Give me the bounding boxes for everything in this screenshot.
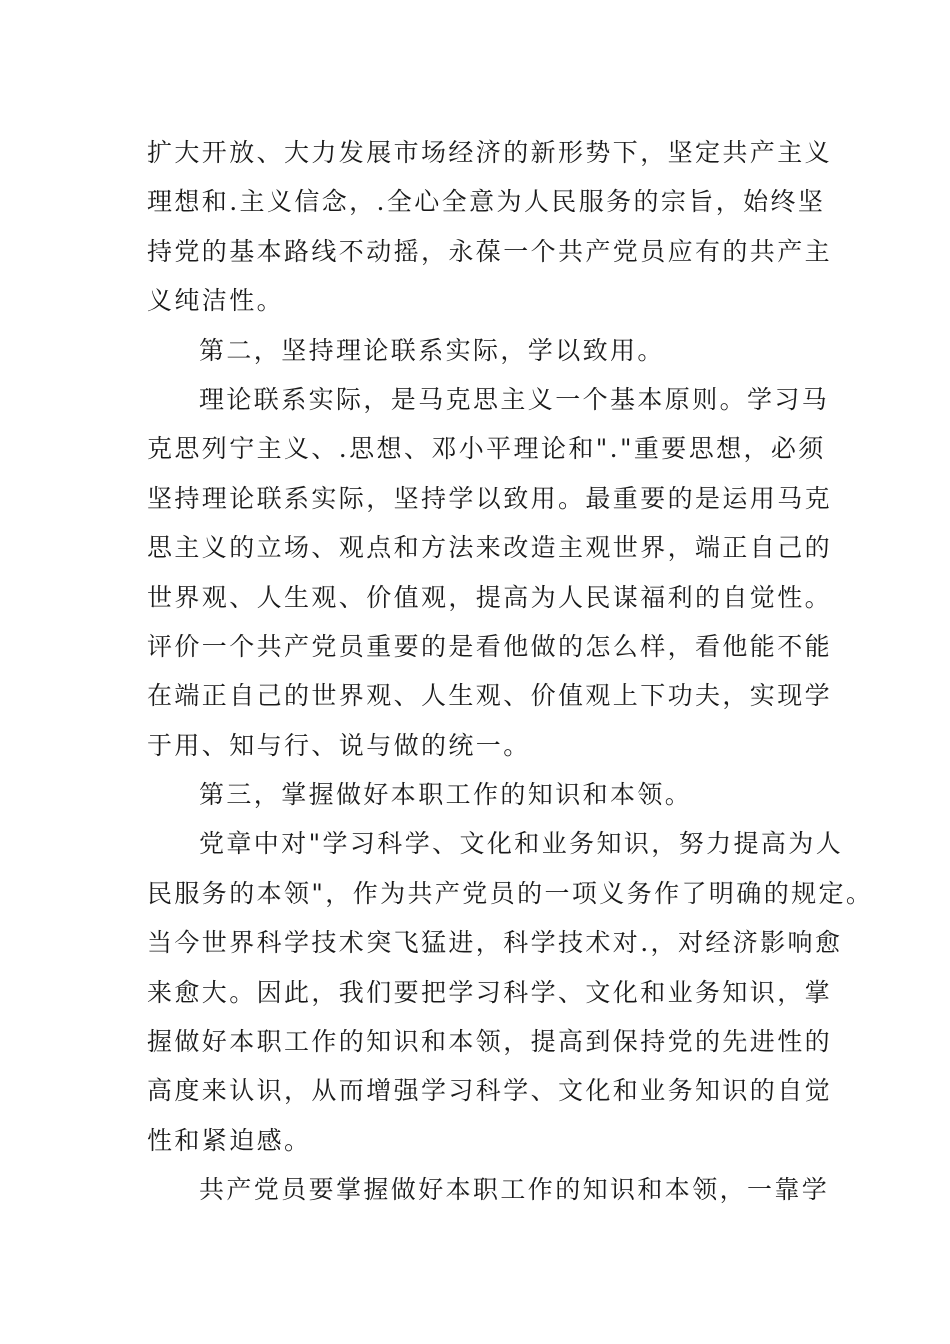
text-line: 握做好本职工作的知识和本领，提高到保持党的先进性的 xyxy=(147,1027,833,1057)
text-line: 性和紧迫感。 xyxy=(147,1125,312,1155)
text-line: 共产党员要掌握做好本职工作的知识和本领，一靠学 xyxy=(199,1175,830,1205)
text-line: 理想和.主义信念，.全心全意为人民服务的宗旨，始终坚 xyxy=(147,187,826,217)
body-text xyxy=(147,128,874,1215)
text-line: 于用、知与行、说与做的统一。 xyxy=(147,730,531,760)
text-line: 义纯洁性。 xyxy=(147,286,285,316)
text-line: 在端正自己的世界观、人生观、价值观上下功夫，实现学 xyxy=(147,681,833,711)
text-line: 克思列宁主义、.思想、邓小平理论和"."重要思想，必须 xyxy=(147,434,826,464)
text-line: 扩大开放、大力发展市场经济的新形势下，坚定共产主义 xyxy=(147,138,833,167)
text-line: 来愈大。因此，我们要把学习科学、文化和业务知识，掌 xyxy=(147,977,833,1007)
text-line: 坚持理论联系实际，坚持学以致用。最重要的是运用马克 xyxy=(147,483,833,513)
section-heading: 第三，掌握做好本职工作的知识和本领。 xyxy=(199,780,693,810)
text-line: 党章中对"学习科学、文化和业务知识，努力提高为人 xyxy=(199,829,844,859)
section-heading: 第二，坚持理论联系实际，学以致用。 xyxy=(199,335,665,365)
text-line: 民服务的本领"，作为共产党员的一项义务作了明确的规定。 xyxy=(147,878,874,908)
text-line: 世界观、人生观、价值观，提高为人民谋福利的自觉性。 xyxy=(147,582,833,612)
text-line: 高度来认识，从而增强学习科学、文化和业务知识的自觉 xyxy=(147,1076,833,1106)
text-line: 持党的基本路线不动摇，永葆一个共产党员应有的共产主 xyxy=(147,236,833,266)
text-line: 理论联系实际，是马克思主义一个基本原则。学习马 xyxy=(199,384,830,414)
text-line: 当今世界科学技术突飞猛进，科学技术对.，对经济影响愈 xyxy=(147,928,843,958)
text-line: 思主义的立场、观点和方法来改造主观世界，端正自己的 xyxy=(147,533,833,563)
text-line: 评价一个共产党员重要的是看他做的怎么样，看他能不能 xyxy=(147,631,833,661)
